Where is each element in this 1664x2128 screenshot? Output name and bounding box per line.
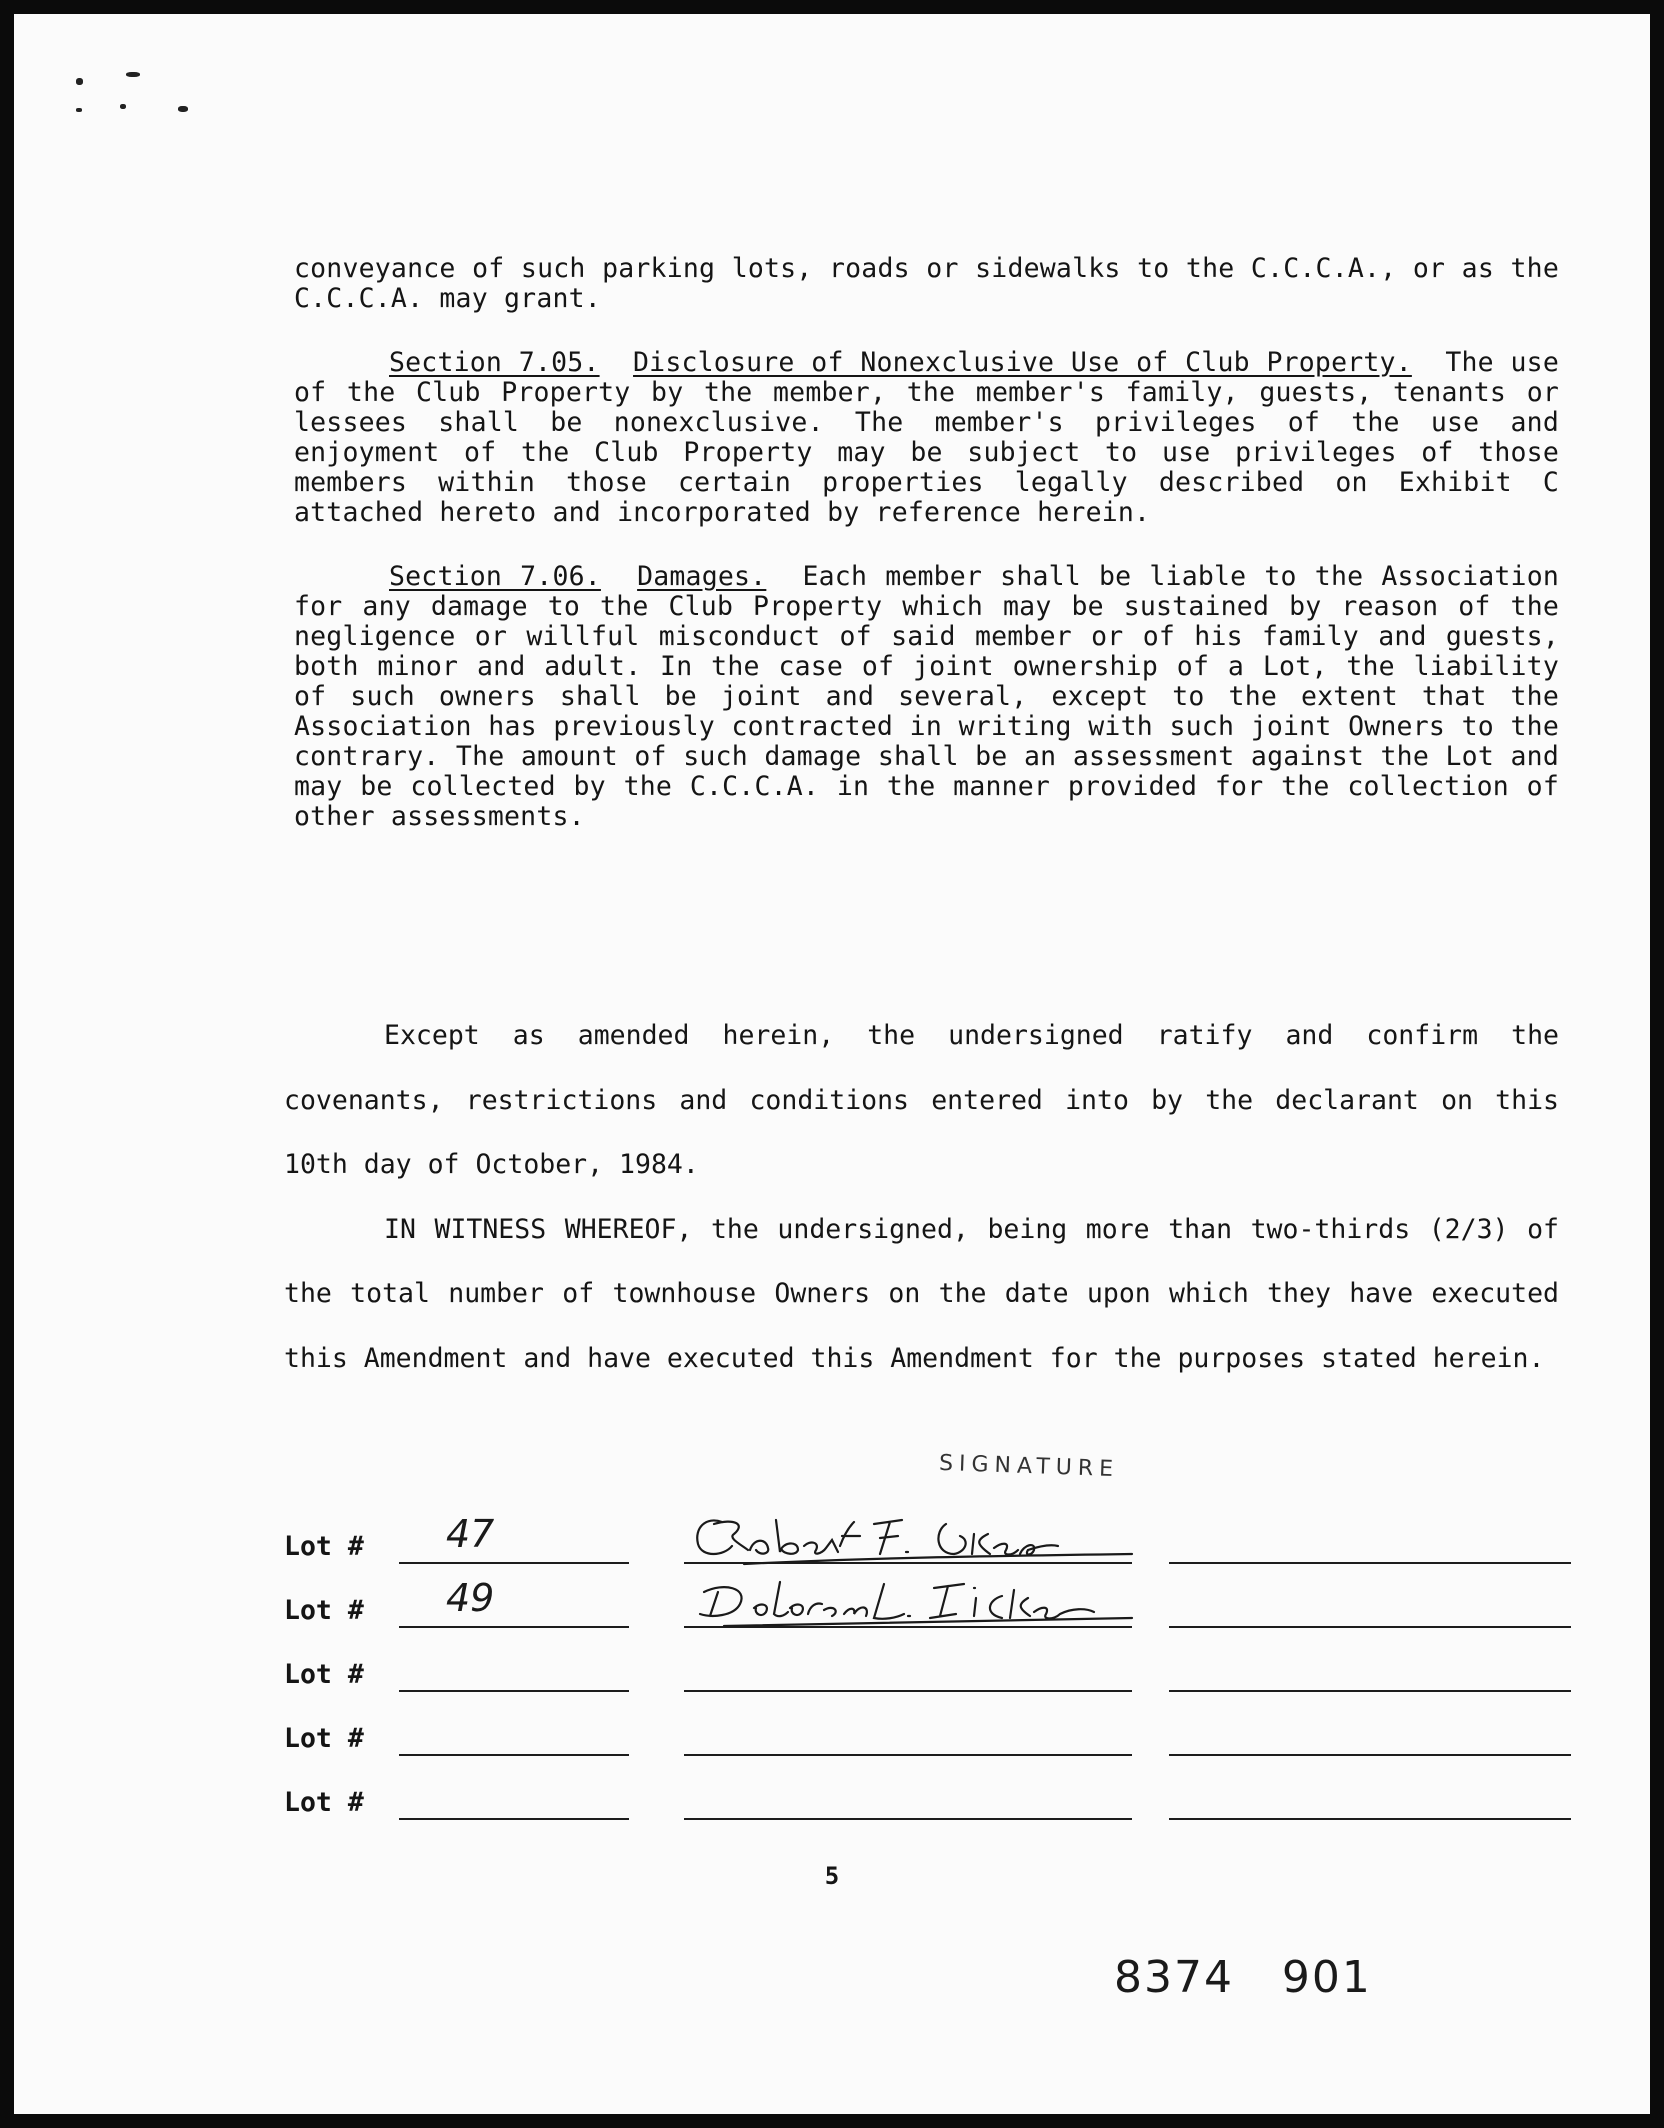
- lot-label: Lot #: [284, 1723, 364, 1754]
- amendment-body: [294, 254, 1559, 866]
- lot-number-line: [399, 1562, 629, 1564]
- lot-row-3: [284, 1644, 1584, 1694]
- lot-number-line: [399, 1754, 629, 1756]
- signature-robert-ickes: [684, 1510, 1144, 1566]
- extra-line: [1169, 1562, 1571, 1564]
- section-7-06-heading: Damages.: [637, 561, 767, 592]
- lot-row-4: [284, 1708, 1584, 1758]
- lot-number: 49: [446, 1576, 495, 1620]
- section-7-06: [294, 562, 1559, 832]
- extra-line: [1169, 1690, 1571, 1692]
- extra-line: [1169, 1818, 1571, 1820]
- signature-line: [684, 1690, 1132, 1692]
- section-7-05-number: Section 7.05.: [389, 347, 600, 378]
- lot-label: Lot #: [284, 1659, 364, 1690]
- document-code: 8374 901: [1114, 1952, 1372, 2003]
- page-number: 5: [824, 1862, 840, 1890]
- lot-number: 47: [446, 1512, 495, 1556]
- signature-dolores-ickes: [684, 1574, 1144, 1630]
- closing-paragraphs: [284, 1004, 1559, 1391]
- section-7-05-heading: Disclosure of Nonexclusive Use of Club Property.: [633, 347, 1412, 378]
- lot-label: Lot #: [284, 1595, 364, 1626]
- extra-line: [1169, 1754, 1571, 1756]
- lot-row-1: [284, 1512, 1584, 1566]
- lot-label: Lot #: [284, 1531, 364, 1562]
- section-7-05: [294, 348, 1559, 528]
- lot-row-2: [284, 1576, 1584, 1630]
- lot-number-line: [399, 1818, 629, 1820]
- document-page: [14, 14, 1650, 2114]
- witness-paragraph: IN WITNESS WHEREOF, the undersigned, being more than two-thirds (2/3) of the total number of townhouse Owners on the date upon which they have executed this Amendment and have executed this Amendment for the purposes stated herein.: [284, 1213, 1559, 1374]
- section-7-06-number: Section 7.06.: [389, 561, 601, 592]
- section-7-05-text: The use of the Club Property by the member, the member's family, guests, tenants or lessees shall be nonexclusive. The member's privileges of the use and enjoyment of the Club Property may be subject to use privileges of those members within those certain properties legally described on Exhibit C attached hereto and incorporated by reference herein.: [294, 347, 1559, 528]
- signature-column-label: SIGNATURE: [938, 1450, 1120, 1483]
- signature-line: [684, 1818, 1132, 1820]
- extra-line: [1169, 1626, 1571, 1628]
- lot-label: Lot #: [284, 1787, 364, 1818]
- ratify-paragraph: Except as amended herein, the undersigned ratify and confirm the covenants, restrictions and conditions entered into by the declarant on this 10th day of October, 1984.: [284, 1020, 1559, 1180]
- lot-number-line: [399, 1626, 629, 1628]
- lot-number-line: [399, 1690, 629, 1692]
- signature-line: [684, 1754, 1132, 1756]
- section-7-06-text: Each member shall be liable to the Association for any damage to the Club Property which may be sustained by reason of the negligence or willful misconduct of said member or of his family and guests, both minor and adult. In the case of joint ownership of a Lot, the liability of such owners shall be joint and several, except to the extent that the Association has previously contracted in writing with such joint Owners to the contrary. The amount of such damage shall be an assessment against the Lot and may be collected by the C.C.C.A. in the manner provided for the collection of other assessments.: [294, 561, 1560, 832]
- lot-row-5: [284, 1772, 1584, 1822]
- conveyance-paragraph: conveyance of such parking lots, roads or sidewalks to the C.C.C.A., or as the C.C.C.A. may grant.: [294, 253, 1559, 314]
